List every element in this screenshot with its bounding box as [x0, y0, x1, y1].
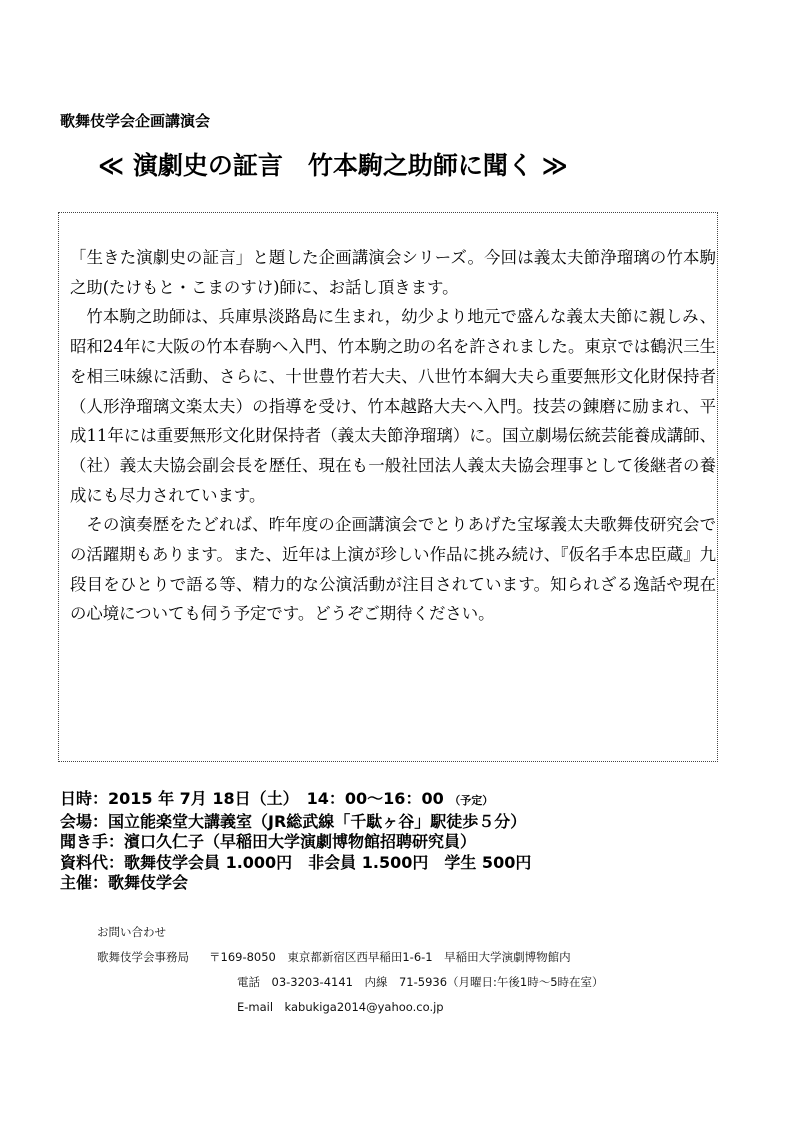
description-body: [70, 243, 716, 629]
event-host: 主催：歌舞伎学会: [60, 873, 189, 892]
event-info: [60, 789, 531, 894]
contact-office-row: [97, 945, 604, 970]
event-datetime: 日時：2015 年 7月 18日（土） 14：00〜16：00: [60, 789, 444, 808]
contact-heading: お問い合わせ: [97, 925, 166, 939]
contact-email[interactable]: E-mail kabukiga2014@yahoo.co.jp: [237, 1000, 444, 1014]
paragraph-intro: 「生きた演劇史の証言」と題した企画講演会シリーズ。今回は義太夫節浄瑠璃の竹本駒之助(たけもと・こまのすけ)師に、お話し頂きます。: [70, 248, 716, 297]
event-fee: 資料代：歌舞伎学会員 1.000円 非会員 1.500円 学生 500円: [60, 852, 532, 872]
contact-address: 〒169-8050 東京都新宿区西早稲田1-6-1 早稲田大学演劇博物館内: [209, 950, 571, 964]
contact-office: 歌舞伎学会事務局: [97, 950, 189, 964]
event-venue: 会場：国立能楽堂大講義室（JR総武線「千駄ヶ谷」駅徒歩５分）: [60, 811, 527, 831]
event-interviewer: 聞き手：濱口久仁子（早稲田大学演劇博物館招聘研究員）: [60, 832, 477, 851]
contact-phone: 電話 03-3203-4141 内線 71-5936（月曜日:午後1時〜5時在室）: [237, 975, 604, 989]
event-datetime-row: [60, 789, 531, 812]
event-datetime-note: （予定）: [449, 794, 494, 807]
page-title: ≪ 演劇史の証言 竹本駒之助師に聞く ≫: [98, 151, 568, 180]
paragraph-career: その演奏歴をたどれば、昨年度の企画講演会でとりあげた宝塚義太夫歌舞伎研究会での活躍期もあります。また、近年は上演が珍しい作品に挑み続け、『仮名手本忠臣蔵』九段目をひとりで語る等、精力的な公演活動が注目されています。知られざる逸話や現在の心境についても伺う予定です。どうぞご期待ください。: [70, 515, 716, 624]
paragraph-biography: 竹本駒之助師は、兵庫県淡路島に生まれ，幼少より地元で盛んな義太夫節に親しみ、昭和24年に大阪の竹本春駒へ入門、竹本駒之助の名を許されました。東京では鶴沢三生を相三味線に活動、さらに、十世豊竹若大夫、八世竹本綱大夫ら重要無形文化財保持者（人形浄瑠璃文楽太夫）の指導を受け、竹本越路大夫へ入門。技芸の錬磨に励まれ、平成11年には重要無形文化財保持者（義太夫節浄瑠璃）に。国立劇場伝統芸能養成講師、（社）義太夫協会副会長を歴任、現在も一般社団法人義太夫協会理事として後継者の養成にも尽力されています。: [70, 307, 716, 505]
contact-section: [97, 920, 604, 1020]
organizer-line: 歌舞伎学会企画講演会: [60, 112, 211, 130]
